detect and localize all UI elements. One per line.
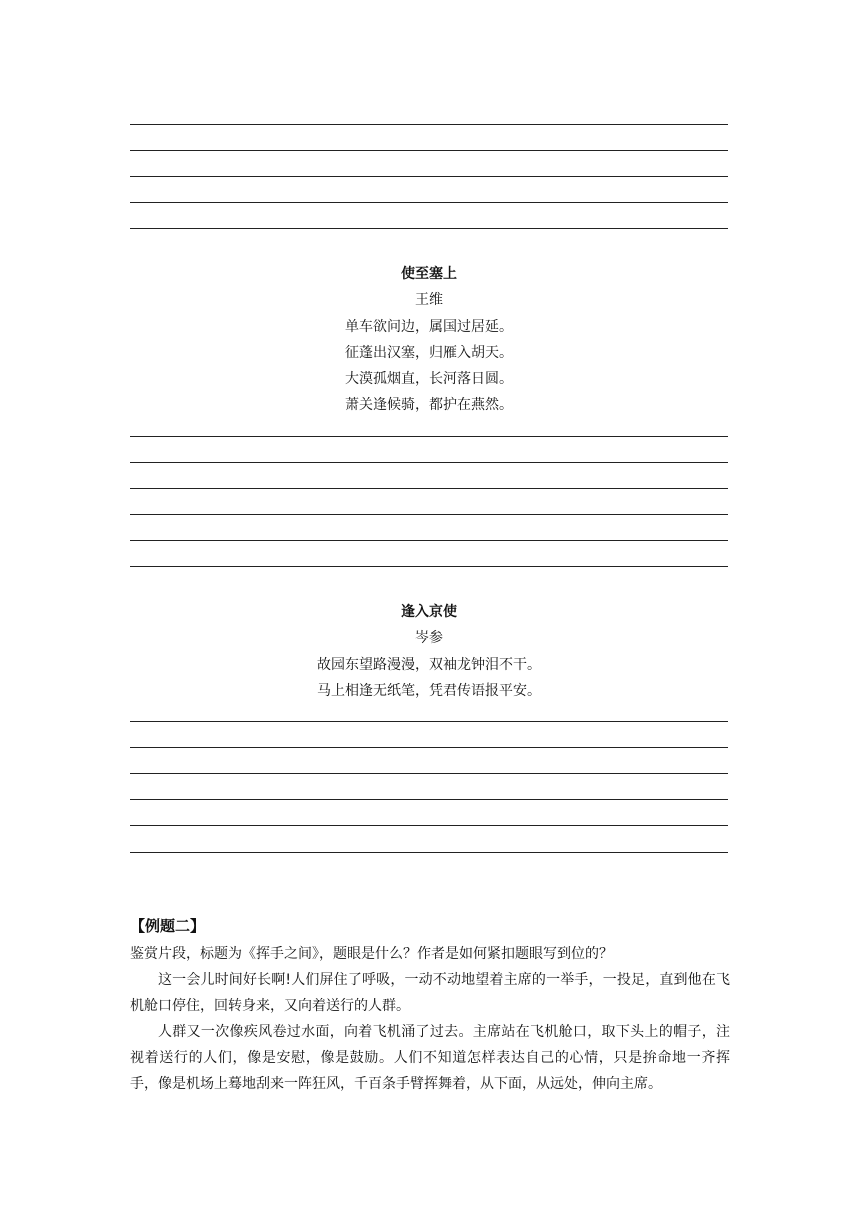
poem-line: 大漠孤烟直，长河落日圆。 — [345, 371, 513, 387]
answer-line — [130, 825, 728, 826]
poem-title: 逢入京使 — [401, 604, 457, 620]
poem-line: 故园东望路漫漫，双袖龙钟泪不干。 — [317, 657, 541, 673]
answer-line — [130, 799, 728, 800]
answer-line — [130, 228, 728, 229]
answer-line — [130, 436, 728, 437]
example-heading: 【例题二】 — [130, 917, 206, 935]
answer-line — [130, 150, 728, 151]
answer-line — [130, 202, 728, 203]
poem-line: 萧关逢候骑，都护在燕然。 — [345, 397, 513, 413]
answer-line — [130, 514, 728, 515]
answer-line — [130, 488, 728, 489]
example-question: 鉴赏片段，标题为《挥手之间》，题眼是什么？作者是如何紧扣题眼写到位的？ — [130, 946, 613, 962]
poem-author: 岑参 — [415, 630, 443, 646]
answer-line — [130, 566, 728, 567]
poem-title: 使至塞上 — [401, 266, 457, 282]
poem-line: 单车欲问边，属国过居延。 — [345, 319, 513, 335]
answer-line — [130, 124, 728, 125]
answer-line — [130, 747, 728, 748]
answer-line — [130, 852, 728, 853]
example-paragraph: 人群又一次像疾风卷过水面，向着飞机涌了过去。主席站在飞机舱口，取下头上的帽子，注视着送行的人们，像是安慰，像是鼓励。人们不知道怎样表达自己的心情，只是拚命地一齐挥手，像是机场上蓦地刮来一阵狂风，千百条手臂挥舞着，从下面，从远处，伸向主席。 — [130, 1024, 730, 1092]
poem-line: 马上相逢无纸笔，凭君传语报平安。 — [317, 683, 541, 699]
poem-line: 征蓬出汉塞，归雁入胡天。 — [345, 345, 513, 361]
answer-line — [130, 176, 728, 177]
example-paragraph: 这一会儿时间好长啊!人们屏住了呼吸，一动不动地望着主席的一举手，一投足，直到他在飞机舱口停住，回转身来，又向着送行的人群。 — [130, 972, 730, 1014]
answer-line — [130, 721, 728, 722]
answer-line — [130, 462, 728, 463]
answer-line — [130, 540, 728, 541]
poem-author: 王维 — [415, 292, 443, 308]
answer-line — [130, 773, 728, 774]
